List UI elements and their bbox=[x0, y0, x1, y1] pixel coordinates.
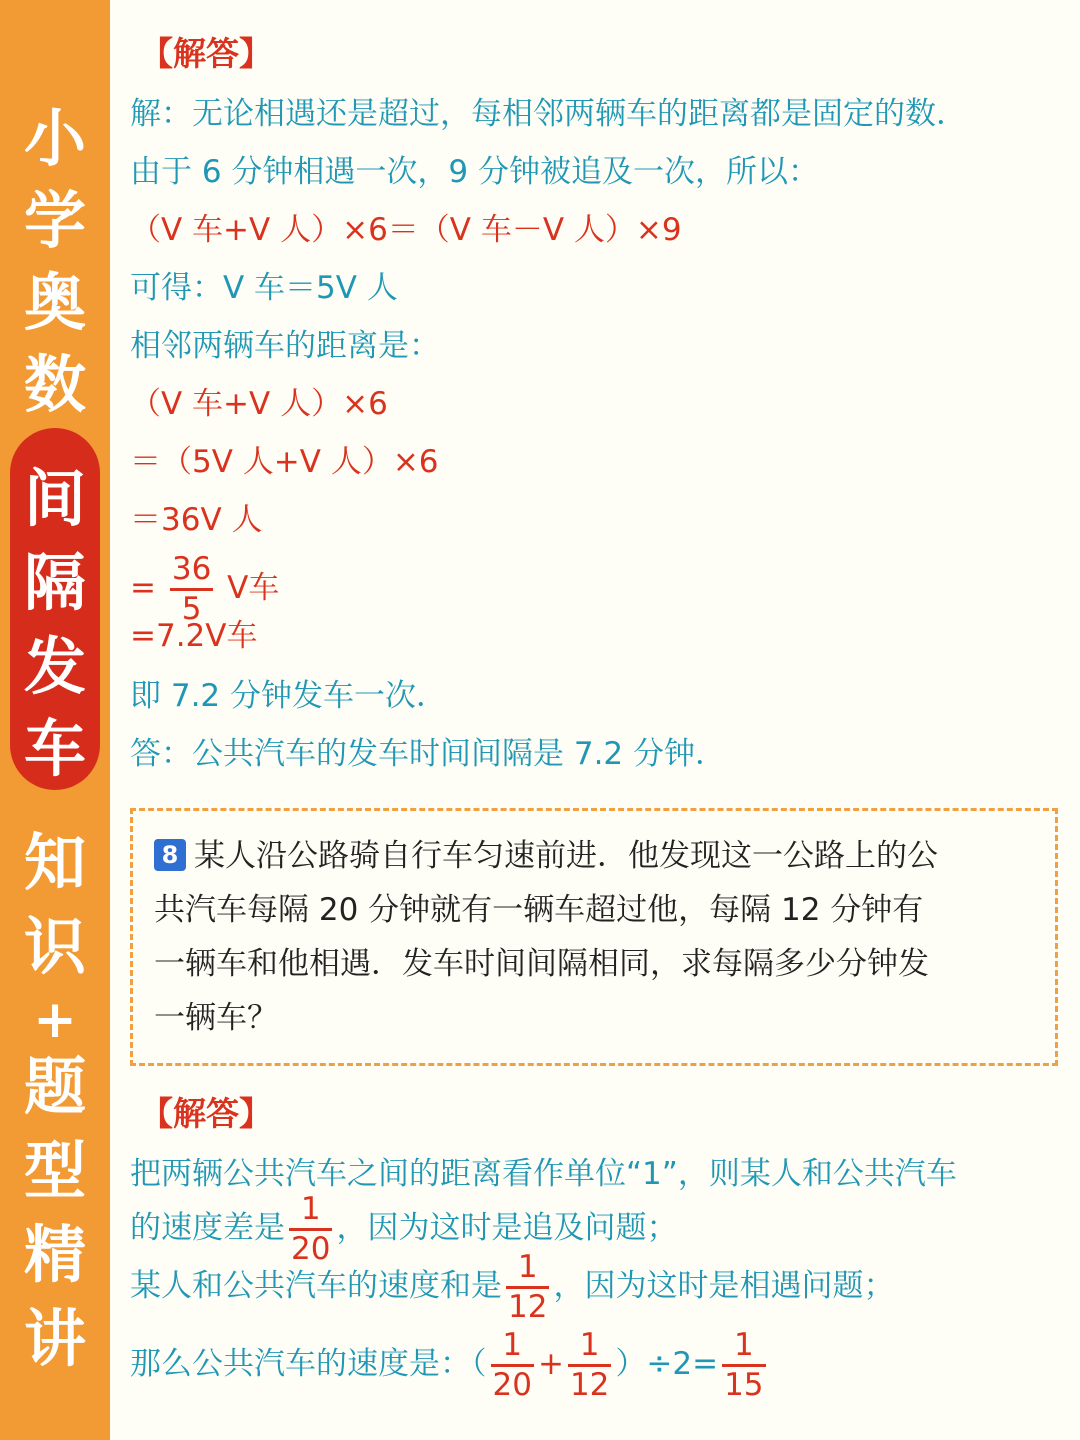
solution-line: 相邻两辆车的距离是： bbox=[130, 328, 440, 364]
fraction-denominator: 12 bbox=[508, 1289, 548, 1325]
problem-line: 一辆车和他相遇．发车时间间隔相同，求每隔多少分钟发 bbox=[154, 946, 929, 982]
solution-line bbox=[130, 1327, 770, 1403]
problem-number-badge: 8 bbox=[154, 839, 186, 871]
sidebar-char: 学 bbox=[23, 184, 86, 257]
sidebar-char: 奥 bbox=[23, 266, 86, 339]
sidebar-char: + bbox=[33, 990, 77, 1050]
text-segment: 某人和公共汽车的速度和是 bbox=[130, 1268, 502, 1304]
text-segment: 那么公共汽车的速度是：（ bbox=[130, 1346, 487, 1382]
fraction-denominator: 20 bbox=[291, 1231, 331, 1267]
fraction-denominator: 12 bbox=[569, 1367, 610, 1403]
pill-char: 间 bbox=[23, 462, 86, 535]
problem-text: 某人沿公路骑自行车匀速前进．他发现这一公路上的公 bbox=[194, 838, 938, 874]
sidebar-char: 知 bbox=[23, 826, 86, 899]
equation-line: ＝36V 人 bbox=[130, 502, 263, 538]
fraction-denominator: 5 bbox=[181, 591, 202, 627]
pill-char: 发 bbox=[23, 630, 86, 703]
solution-line: 即 7.2 分钟发车一次． bbox=[130, 678, 448, 714]
solution-header: 【解答】 bbox=[140, 34, 272, 73]
fraction-1-12 bbox=[506, 1249, 549, 1325]
text-segment: ，因为这时是追及问题； bbox=[336, 1210, 678, 1246]
equation-line: （V 车+V 人）×6 bbox=[130, 386, 388, 422]
fraction-denominator: 20 bbox=[492, 1367, 532, 1403]
problem-line: 一辆车？ bbox=[154, 1000, 278, 1036]
equation-line: =7.2V车 bbox=[130, 618, 258, 654]
fraction-numerator: 1 bbox=[722, 1330, 765, 1367]
sidebar-char: 讲 bbox=[23, 1302, 86, 1375]
sidebar-char: 小 bbox=[23, 102, 86, 175]
fraction-numerator: 1 bbox=[289, 1194, 332, 1231]
solution-line: 可得：V 车＝5V 人 bbox=[130, 270, 398, 306]
answer-line: 答：公共汽车的发车时间间隔是 7.2 分钟． bbox=[130, 736, 727, 772]
sidebar-char: 数 bbox=[23, 348, 86, 421]
solution-line: 由于 6 分钟相遇一次，9 分钟被追及一次，所以： bbox=[130, 154, 820, 190]
solution-line: 把两辆公共汽车之间的距离看作单位“1”，则某人和公共汽车 bbox=[130, 1156, 957, 1192]
sidebar-char: 题 bbox=[23, 1050, 86, 1123]
problem-line bbox=[154, 836, 938, 876]
sidebar-char: 型 bbox=[23, 1134, 86, 1207]
pill-char: 车 bbox=[23, 712, 86, 785]
equation-line bbox=[130, 551, 280, 627]
solution-line: 解：无论相遇还是超过，每相邻两辆车的距离都是固定的数． bbox=[130, 96, 967, 132]
text-segment: ）÷2= bbox=[615, 1346, 719, 1382]
equation-line: （V 车+V 人）×6＝（V 车－V 人）×9 bbox=[130, 212, 682, 248]
fraction-1-12 bbox=[568, 1327, 611, 1403]
sidebar-char: 精 bbox=[23, 1218, 86, 1291]
fraction-denominator: 15 bbox=[724, 1367, 764, 1403]
text-segment: 的速度差是 bbox=[130, 1210, 285, 1246]
fraction-numerator: 36 bbox=[170, 554, 213, 591]
equation-line: ＝（5V 人+V 人）×6 bbox=[130, 444, 439, 480]
sidebar-char: 识 bbox=[23, 910, 86, 983]
fraction-1-15 bbox=[722, 1327, 765, 1403]
fraction-numerator: 1 bbox=[506, 1252, 549, 1289]
fraction-numerator: 1 bbox=[568, 1330, 611, 1367]
unit-text: V车 bbox=[227, 570, 280, 606]
solution-header: 【解答】 bbox=[140, 1094, 272, 1133]
fraction-numerator: 1 bbox=[491, 1330, 534, 1367]
text-segment: ，因为这时是相遇问题； bbox=[553, 1268, 895, 1304]
equals-sign: = bbox=[130, 570, 156, 606]
fraction-1-20 bbox=[491, 1327, 534, 1403]
pill-char: 隔 bbox=[23, 546, 86, 619]
problem-line: 共汽车每隔 20 分钟就有一辆车超过他，每隔 12 分钟有 bbox=[154, 892, 924, 928]
fraction-36-5 bbox=[170, 551, 213, 627]
plus-sign: + bbox=[537, 1346, 564, 1382]
